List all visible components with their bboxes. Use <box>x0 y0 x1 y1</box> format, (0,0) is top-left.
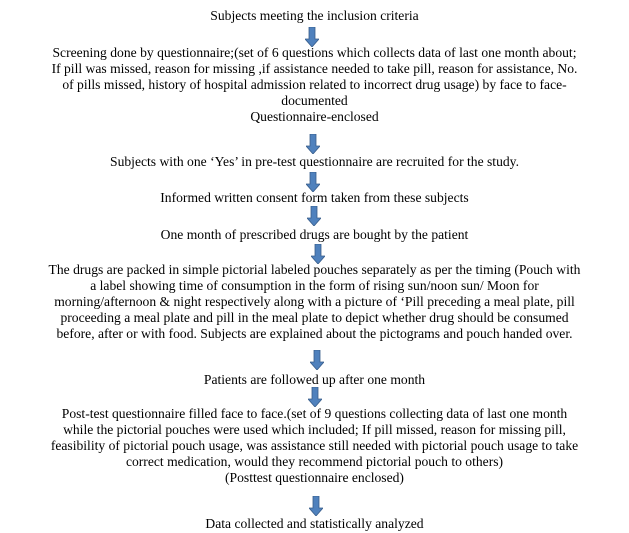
step-recruitment <box>6 154 623 170</box>
step-line: Screening done by questionnaire;(set of 6 questions which collects data of last one month about; <box>52 45 577 60</box>
step-line: If pill was missed, reason for missing ,if assistance needed to take pill, reason for assistance, No. <box>51 61 578 76</box>
step-line: Subjects with one ‘Yes’ in pre-test questionnaire are recruited for the study. <box>110 154 519 169</box>
step-line: of pills missed, history of hospital admission related to incorrect drug usage) by face to face- <box>62 77 567 92</box>
down-arrow-icon <box>306 134 320 154</box>
step-line: a label showing time of consumption in the form of rising sun/noon sun/ Moon for <box>90 278 539 293</box>
step-line: Patients are followed up after one month <box>203 372 426 387</box>
step-line: morning/afternoon & night respectively along with a picture of ‘Pill preceding a meal plate, pill <box>54 294 575 309</box>
step-inclusion-criteria <box>6 8 623 24</box>
step-line: (Posttest questionnaire enclosed) <box>225 470 404 485</box>
step-line: correct medication, would they recommend pictorial pouch to others) <box>125 454 504 469</box>
down-arrow-icon <box>308 387 322 407</box>
step-pictorial-pouches <box>6 262 623 342</box>
step-line: while the pictorial pouches were used which included; If pill missed, reason for missing pill, <box>63 422 566 437</box>
step-line: Questionnaire-enclosed <box>250 109 379 124</box>
down-arrow-icon <box>306 172 320 192</box>
down-arrow-icon <box>311 244 325 264</box>
step-line: Data collected and statistically analyzed <box>205 516 424 531</box>
step-post-test-questionnaire <box>6 406 623 486</box>
step-screening-questionnaire <box>6 45 623 125</box>
step-informed-consent <box>6 190 623 206</box>
step-data-analysis <box>6 516 623 532</box>
step-follow-up <box>6 372 623 388</box>
step-drug-purchase <box>6 227 623 243</box>
down-arrow-icon <box>310 350 324 370</box>
down-arrow-icon <box>307 206 321 226</box>
step-line: feasibility of pictorial pouch usage, was assistance still needed with pictorial pouch usage to take <box>50 438 579 453</box>
step-line: Post-test questionnaire filled face to face.(set of 9 questions collecting data of last one month <box>61 406 568 421</box>
step-line: The drugs are packed in simple pictorial labeled pouches separately as per the timing (Pouch with <box>48 262 581 277</box>
step-line: proceeding a meal plate and pill in the meal plate to depict whether drug should be consumed <box>60 310 569 325</box>
step-line: documented <box>281 93 348 108</box>
step-line: One month of prescribed drugs are bought by the patient <box>160 227 469 242</box>
down-arrow-icon <box>305 27 319 47</box>
step-line: Subjects meeting the inclusion criteria <box>210 8 419 23</box>
down-arrow-icon <box>309 496 323 516</box>
step-line: before, after or with food. Subjects are explained about the pictograms and pouch handed over. <box>56 326 573 341</box>
step-line: Informed written consent form taken from these subjects <box>160 190 469 205</box>
